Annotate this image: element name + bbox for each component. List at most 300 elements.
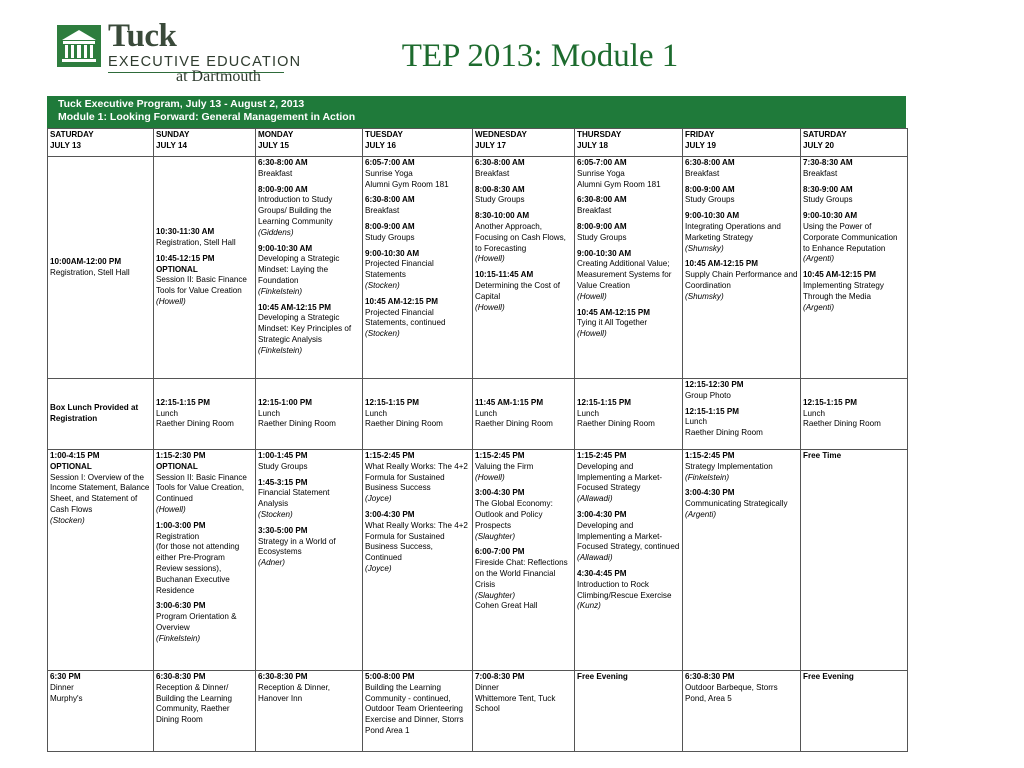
event-detail: Raether Dining Room — [258, 419, 336, 429]
schedule-event — [258, 185, 360, 239]
schedule-event — [577, 249, 680, 303]
schedule-row-afternoon — [48, 450, 908, 671]
event-faculty: (Finkelstein) — [258, 286, 303, 296]
schedule-event — [258, 158, 360, 180]
schedule-event — [156, 398, 253, 430]
schedule-event — [685, 672, 798, 704]
schedule-event — [365, 249, 470, 292]
event-detail: Session I: Overview of the Income Statement, Balance Sheet, and Statement of Cash Flows — [50, 472, 150, 514]
schedule-cell — [575, 157, 683, 379]
schedule-event — [685, 451, 798, 483]
schedule-event — [475, 398, 572, 430]
schedule-event — [365, 672, 470, 737]
event-time: 12:15-1:15 PM — [577, 397, 631, 407]
schedule-cell — [48, 379, 154, 450]
schedule-event — [365, 195, 470, 217]
event-time: 10:45 AM-12:15 PM — [577, 307, 651, 317]
event-faculty: (Finkelstein) — [685, 472, 730, 482]
schedule-event — [577, 158, 680, 190]
schedule-cell — [363, 157, 473, 379]
event-time: 1:00-1:45 PM — [258, 451, 308, 460]
day-date: JULY 17 — [475, 140, 507, 150]
event-faculty: (Stocken) — [50, 515, 85, 525]
day-header — [801, 129, 908, 157]
event-faculty: (Shumsky) — [685, 243, 724, 253]
event-time: 10:45 AM-12:15 PM — [803, 270, 877, 280]
event-detail: Murphy's — [50, 693, 83, 703]
event-detail: Alumni Gym Room 181 — [365, 179, 449, 189]
day-header-row — [48, 129, 908, 157]
event-time: 8:00-9:00 AM — [685, 184, 735, 194]
event-detail: Developing a Strategic Mindset: Laying the Foundation — [258, 254, 340, 285]
day-header — [683, 129, 801, 157]
event-time: 1:15-2:45 PM — [365, 451, 415, 460]
event-detail: Tying it All Together — [577, 318, 648, 328]
event-faculty: (Argenti) — [685, 509, 717, 519]
event-time: 5:00-8:00 PM — [365, 672, 415, 681]
event-faculty: (Allawadi) — [577, 553, 613, 563]
event-time: 8:00-8:30 AM — [475, 184, 525, 194]
event-time: 6:05-7:00 AM — [577, 158, 627, 167]
event-time: 6:30-8:00 AM — [685, 158, 735, 167]
schedule-event — [50, 451, 151, 527]
event-time: 4:30-4:45 PM — [577, 568, 627, 578]
schedule-event — [685, 380, 798, 402]
schedule-cell — [575, 379, 683, 450]
day-date: JULY 13 — [50, 140, 82, 150]
schedule-event — [475, 158, 572, 180]
schedule-event — [803, 270, 905, 313]
schedule-event — [156, 521, 253, 597]
event-time: 8:00-9:00 AM — [365, 221, 415, 231]
schedule-cell — [473, 450, 575, 671]
event-time: 1:45-3:15 PM — [258, 477, 308, 487]
day-name: THURSDAY — [577, 130, 622, 139]
event-time: 1:15-2:45 PM — [685, 451, 735, 460]
schedule-cell — [48, 671, 154, 752]
schedule-row-morning — [48, 157, 908, 379]
schedule-cell — [363, 379, 473, 450]
event-faculty: (Stocken) — [365, 329, 400, 339]
event-faculty: (Howell) — [475, 302, 505, 312]
event-time: 1:15-2:30 PM — [156, 451, 206, 460]
event-time: 10:45 AM-12:15 PM — [258, 302, 332, 312]
event-detail: Registration, Stell Hall — [50, 267, 130, 277]
event-tag: OPTIONAL — [156, 461, 198, 471]
day-name: SATURDAY — [803, 130, 847, 139]
event-time: 1:15-2:45 PM — [475, 451, 525, 460]
event-detail: Developing and Implementing a Market-Focused Strategy — [577, 461, 663, 493]
event-detail: The Global Economy: Outlook and Policy Prospects — [475, 499, 553, 530]
event-detail: Breakfast — [803, 168, 838, 178]
schedule-cell — [154, 450, 256, 671]
schedule-event — [156, 254, 253, 308]
day-header — [363, 129, 473, 157]
day-name: MONDAY — [258, 130, 294, 139]
event-detail: Developing and Implementing a Market-Focused Strategy, continued — [577, 520, 680, 552]
event-time: 9:00-10:30 AM — [803, 211, 858, 221]
event-time: 6:30-8:00 AM — [365, 195, 415, 205]
event-detail: Alumni Gym Room 181 — [577, 179, 661, 189]
schedule-cell — [575, 450, 683, 671]
event-faculty: (Howell) — [475, 254, 505, 264]
schedule-event — [475, 672, 572, 715]
schedule-cell — [683, 157, 801, 379]
event-detail: Raether Dining Room — [475, 419, 553, 429]
event-faculty: (Joyce) — [365, 494, 392, 504]
event-detail: Determining the Cost of Capital — [475, 280, 561, 301]
event-detail: Breakfast — [475, 168, 510, 178]
event-tag: OPTIONAL — [50, 461, 92, 471]
event-detail: Lunch — [803, 408, 826, 418]
schedule-event — [685, 407, 798, 439]
schedule-event — [258, 303, 360, 357]
schedule-event — [803, 398, 905, 430]
event-detail: Program Orientation & Overview — [156, 612, 237, 632]
event-faculty: (Howell) — [156, 296, 186, 306]
event-time: 11:45 AM-1:15 PM — [475, 397, 544, 407]
event-time: Free Time — [803, 451, 842, 460]
schedule-cell — [256, 450, 363, 671]
schedule-cell — [473, 379, 575, 450]
event-detail: Whittemore Tent, Tuck School — [475, 693, 556, 714]
schedule-event — [50, 403, 151, 425]
schedule-event — [50, 257, 151, 279]
schedule-cell — [154, 671, 256, 752]
event-time: 7:30-8:30 AM — [803, 158, 853, 167]
event-detail: Session II: Basic Finance Tools for Value Creation — [156, 275, 247, 296]
event-detail: Study Groups — [803, 195, 853, 205]
day-date: JULY 18 — [577, 140, 609, 150]
day-date: JULY 16 — [365, 140, 397, 150]
schedule-event — [803, 672, 905, 683]
event-detail: (for those not attending either Pre-Program Review sessions), Buchanan Executive Residence — [156, 542, 240, 595]
schedule-event — [475, 211, 572, 265]
day-name: FRIDAY — [685, 130, 715, 139]
event-time: 6:30-8:00 AM — [258, 158, 308, 167]
schedule-cell — [154, 157, 256, 379]
event-detail: Communicating Strategically — [685, 499, 788, 509]
day-header — [48, 129, 154, 157]
event-time: 3:00-4:30 PM — [475, 488, 525, 498]
event-detail: Breakfast — [258, 168, 293, 178]
schedule-cell — [801, 450, 908, 671]
schedule-event — [475, 451, 572, 483]
event-detail: Breakfast — [577, 206, 612, 216]
schedule-event — [258, 526, 360, 569]
schedule-cell — [473, 671, 575, 752]
banner-line-1: Tuck Executive Program, July 13 - August 2, 2013 — [58, 98, 305, 110]
event-time: 3:30-5:00 PM — [258, 525, 308, 535]
schedule-event — [156, 672, 253, 726]
event-time: 8:30-9:00 AM — [803, 184, 853, 194]
event-time: 1:00-4:15 PM — [50, 451, 100, 460]
event-detail: Breakfast — [365, 206, 400, 216]
event-detail: Projected Financial Statements, continued — [365, 307, 446, 328]
event-faculty: (Kunz) — [577, 601, 601, 611]
event-time: 6:30-8:30 PM — [258, 672, 308, 681]
event-time: 3:00-4:30 PM — [685, 488, 735, 498]
day-name: WEDNESDAY — [475, 130, 527, 139]
event-detail: Cohen Great Hall — [475, 601, 538, 611]
event-time: 12:15-1:00 PM — [258, 397, 312, 407]
schedule-table — [47, 128, 908, 752]
event-time: 6:00-7:00 PM — [475, 547, 525, 557]
event-detail: Implementing Strategy Through the Media — [803, 280, 884, 301]
event-detail: Raether Dining Room — [803, 419, 881, 429]
event-detail: Reception & Dinner/ Building the Learning Community, Raether Dining Room — [156, 682, 233, 725]
event-detail: Raether Dining Room — [577, 419, 655, 429]
schedule-cell — [575, 671, 683, 752]
schedule-cell — [363, 671, 473, 752]
event-detail: Raether Dining Room — [685, 428, 763, 438]
schedule-event — [577, 510, 680, 564]
event-detail: Lunch — [365, 408, 388, 418]
schedule-row-evening — [48, 671, 908, 752]
event-time: Free Evening — [803, 672, 854, 681]
event-detail: Creating Additional Value; Measurement Systems for Value Creation — [577, 259, 672, 290]
event-faculty: (Slaughter) — [475, 590, 516, 600]
schedule-cell — [256, 157, 363, 379]
event-time: 8:00-9:00 AM — [258, 184, 308, 194]
event-detail: Sunrise Yoga — [365, 168, 413, 178]
event-time: 6:30-8:30 PM — [156, 672, 206, 681]
program-banner — [47, 96, 906, 128]
schedule-event — [365, 222, 470, 244]
schedule-cell — [683, 671, 801, 752]
logo-exec-text: EXECUTIVE EDUCATION — [108, 54, 302, 70]
schedule-event — [577, 308, 680, 340]
event-detail: Developing a Strategic Mindset: Key Principles of Strategic Analysis — [258, 313, 352, 344]
schedule-event — [475, 547, 572, 612]
event-detail: Valuing the Firm — [475, 461, 534, 471]
schedule-event — [803, 451, 905, 462]
event-faculty: (Slaughter) — [475, 531, 516, 541]
day-date: JULY 20 — [803, 140, 835, 150]
schedule-event — [156, 227, 253, 249]
event-faculty: (Finkelstein) — [156, 633, 201, 643]
event-detail: Financial Statement Analysis — [258, 488, 330, 509]
schedule-row-lunch — [48, 379, 908, 450]
event-time: 10:45 AM-12:15 PM — [685, 259, 759, 269]
schedule-event — [685, 259, 798, 302]
event-time: 10:15-11:45 AM — [475, 270, 534, 280]
event-time: 10:45-12:15 PM — [156, 253, 215, 263]
schedule-cell — [683, 450, 801, 671]
event-detail: Outdoor Barbeque, Storrs Pond, Area 5 — [685, 682, 778, 703]
event-time: 12:15-1:15 PM — [685, 406, 739, 416]
event-detail: Raether Dining Room — [365, 419, 443, 429]
event-faculty: (Stocken) — [258, 509, 293, 519]
event-detail: Lunch — [156, 408, 179, 418]
event-detail: What Really Works: The 4+2 Formula for Sustained Business Success — [365, 461, 468, 493]
event-detail: Projected Financial Statements — [365, 259, 434, 280]
event-faculty: (Joyce) — [365, 563, 392, 573]
day-header — [473, 129, 575, 157]
event-detail: Reception & Dinner, Hanover Inn — [258, 682, 330, 703]
schedule-event — [803, 185, 905, 207]
schedule-cell — [473, 157, 575, 379]
day-name: TUESDAY — [365, 130, 403, 139]
day-date: JULY 15 — [258, 140, 290, 150]
event-time: Free Evening — [577, 672, 628, 681]
event-detail: Using the Power of Corporate Communication to Enhance Reputation — [803, 221, 898, 253]
event-time: Box Lunch Provided at Registration — [50, 403, 139, 423]
event-faculty: (Adner) — [258, 558, 285, 568]
event-detail: Breakfast — [685, 168, 720, 178]
event-time: 3:00-6:30 PM — [156, 601, 206, 611]
event-time: 7:00-8:30 PM — [475, 672, 525, 681]
event-faculty: (Giddens) — [258, 227, 294, 237]
schedule-event — [577, 569, 680, 612]
day-header — [575, 129, 683, 157]
event-time: 1:15-2:45 PM — [577, 451, 627, 460]
day-header — [256, 129, 363, 157]
schedule-cell — [48, 450, 154, 671]
schedule-event — [258, 398, 360, 430]
event-detail: Group Photo — [685, 390, 731, 400]
schedule-cell — [154, 379, 256, 450]
day-date: JULY 14 — [156, 140, 188, 150]
schedule-event — [577, 451, 680, 505]
event-time: 9:00-10:30 AM — [577, 248, 632, 258]
schedule-event — [50, 672, 151, 704]
event-time: 12:15-1:15 PM — [365, 397, 419, 407]
schedule-cell — [48, 157, 154, 379]
event-time: 12:15-1:15 PM — [156, 397, 210, 407]
event-time: 6:30-8:00 AM — [475, 158, 525, 167]
event-time: 10:00AM-12:00 PM — [50, 256, 122, 266]
event-faculty: (Allawadi) — [577, 494, 613, 504]
schedule-cell — [363, 450, 473, 671]
event-faculty: (Argenti) — [803, 302, 835, 312]
schedule-event — [365, 398, 470, 430]
logo-tuck-text: Tuck — [108, 18, 177, 54]
schedule-event — [685, 185, 798, 207]
day-date: JULY 19 — [685, 140, 717, 150]
schedule-event — [365, 451, 470, 505]
event-time: 9:00-10:30 AM — [685, 211, 740, 221]
event-time: 9:00-10:30 AM — [365, 248, 420, 258]
event-time: 6:30 PM — [50, 672, 81, 681]
event-time: 1:00-3:00 PM — [156, 520, 206, 530]
schedule-event — [577, 222, 680, 244]
event-time: 3:00-4:30 PM — [365, 509, 415, 519]
event-time: 6:30-8:00 AM — [577, 195, 627, 205]
event-time: 10:45 AM-12:15 PM — [365, 296, 439, 306]
event-faculty: (Shumsky) — [685, 291, 724, 301]
schedule-event — [475, 185, 572, 207]
event-detail: Introduction to Study Groups/ Building the Learning Community — [258, 195, 333, 226]
logo-dartmouth-text: at Dartmouth — [176, 68, 261, 85]
schedule-event — [258, 451, 360, 473]
schedule-event — [577, 672, 680, 683]
event-detail: Dinner — [475, 682, 499, 692]
schedule-event — [803, 158, 905, 180]
event-detail: Registration, Stell Hall — [156, 238, 236, 247]
day-name: SATURDAY — [50, 130, 94, 139]
schedule-event — [258, 244, 360, 298]
event-detail: Session II: Basic Finance Tools for Value Creation, Continued — [156, 472, 247, 504]
schedule-event — [365, 510, 470, 575]
event-time: 6:05-7:00 AM — [365, 158, 415, 167]
event-detail: Dinner — [50, 682, 74, 692]
event-detail: What Really Works: The 4+2 Formula for Sustained Business Success, Continued — [365, 520, 468, 563]
event-detail: Fireside Chat: Reflections on the World Financial Crisis — [475, 558, 568, 589]
event-time: 3:00-4:30 PM — [577, 509, 627, 519]
event-detail: Supply Chain Performance and Coordination — [685, 270, 798, 290]
schedule-event — [577, 398, 680, 430]
event-detail: Sunrise Yoga — [577, 168, 625, 178]
event-faculty: (Howell) — [577, 291, 607, 301]
event-detail: Study Groups — [475, 195, 525, 205]
schedule-event — [156, 451, 253, 516]
schedule-event — [685, 158, 798, 180]
event-time: 9:00-10:30 AM — [258, 243, 313, 253]
event-detail: Study Groups — [365, 232, 415, 242]
event-time: 6:30-8:30 PM — [685, 672, 735, 681]
event-detail: Raether Dining Room — [156, 419, 234, 429]
schedule-event — [156, 601, 253, 644]
slide-title: TEP 2013: Module 1 — [401, 38, 679, 74]
schedule-cell — [801, 671, 908, 752]
schedule-event — [803, 211, 905, 265]
event-detail: Registration — [156, 531, 200, 541]
event-time: 12:15-12:30 PM — [685, 380, 744, 389]
event-tag: OPTIONAL — [156, 264, 198, 274]
event-time: 10:30-11:30 AM — [156, 227, 215, 237]
schedule-event — [577, 195, 680, 217]
schedule-event — [685, 211, 798, 254]
event-faculty: (Stocken) — [365, 280, 400, 290]
schedule-cell — [801, 157, 908, 379]
event-detail: Lunch — [577, 408, 600, 418]
event-faculty: (Howell) — [475, 472, 505, 482]
event-faculty: (Howell) — [577, 329, 607, 339]
schedule-event — [365, 158, 470, 190]
banner-line-2: Module 1: Looking Forward: General Management in Action — [58, 111, 356, 123]
schedule-event — [475, 270, 572, 313]
day-name: SUNDAY — [156, 130, 190, 139]
schedule-event — [475, 488, 572, 542]
tuck-hall-icon — [56, 24, 102, 68]
schedule-body — [48, 157, 908, 752]
schedule-event — [365, 297, 470, 340]
event-detail: Integrating Operations and Marketing Strategy — [685, 221, 781, 242]
event-detail: Strategy Implementation — [685, 461, 773, 471]
event-faculty: (Howell) — [156, 504, 186, 514]
event-detail: Lunch — [258, 408, 281, 418]
schedule-cell — [683, 379, 801, 450]
event-faculty: (Finkelstein) — [258, 345, 303, 355]
event-detail: Introduction to Rock Climbing/Rescue Exercise — [577, 579, 672, 600]
event-detail: Study Groups — [258, 461, 308, 471]
schedule-cell — [256, 379, 363, 450]
event-detail: Lunch — [475, 408, 498, 418]
schedule-event — [258, 672, 360, 704]
event-detail: Study Groups — [685, 195, 735, 205]
event-detail: Another Approach, Focusing on Cash Flows, to Forecasting — [475, 221, 566, 253]
event-faculty: (Argenti) — [803, 254, 835, 264]
tuck-logo — [56, 18, 302, 90]
event-detail: Strategy in a World of Ecosystems — [258, 536, 336, 557]
event-time: 8:00-9:00 AM — [577, 221, 627, 231]
schedule-cell — [801, 379, 908, 450]
event-time: 12:15-1:15 PM — [803, 397, 857, 407]
schedule-event — [258, 478, 360, 521]
event-detail: Lunch — [685, 417, 708, 427]
schedule-cell — [256, 671, 363, 752]
